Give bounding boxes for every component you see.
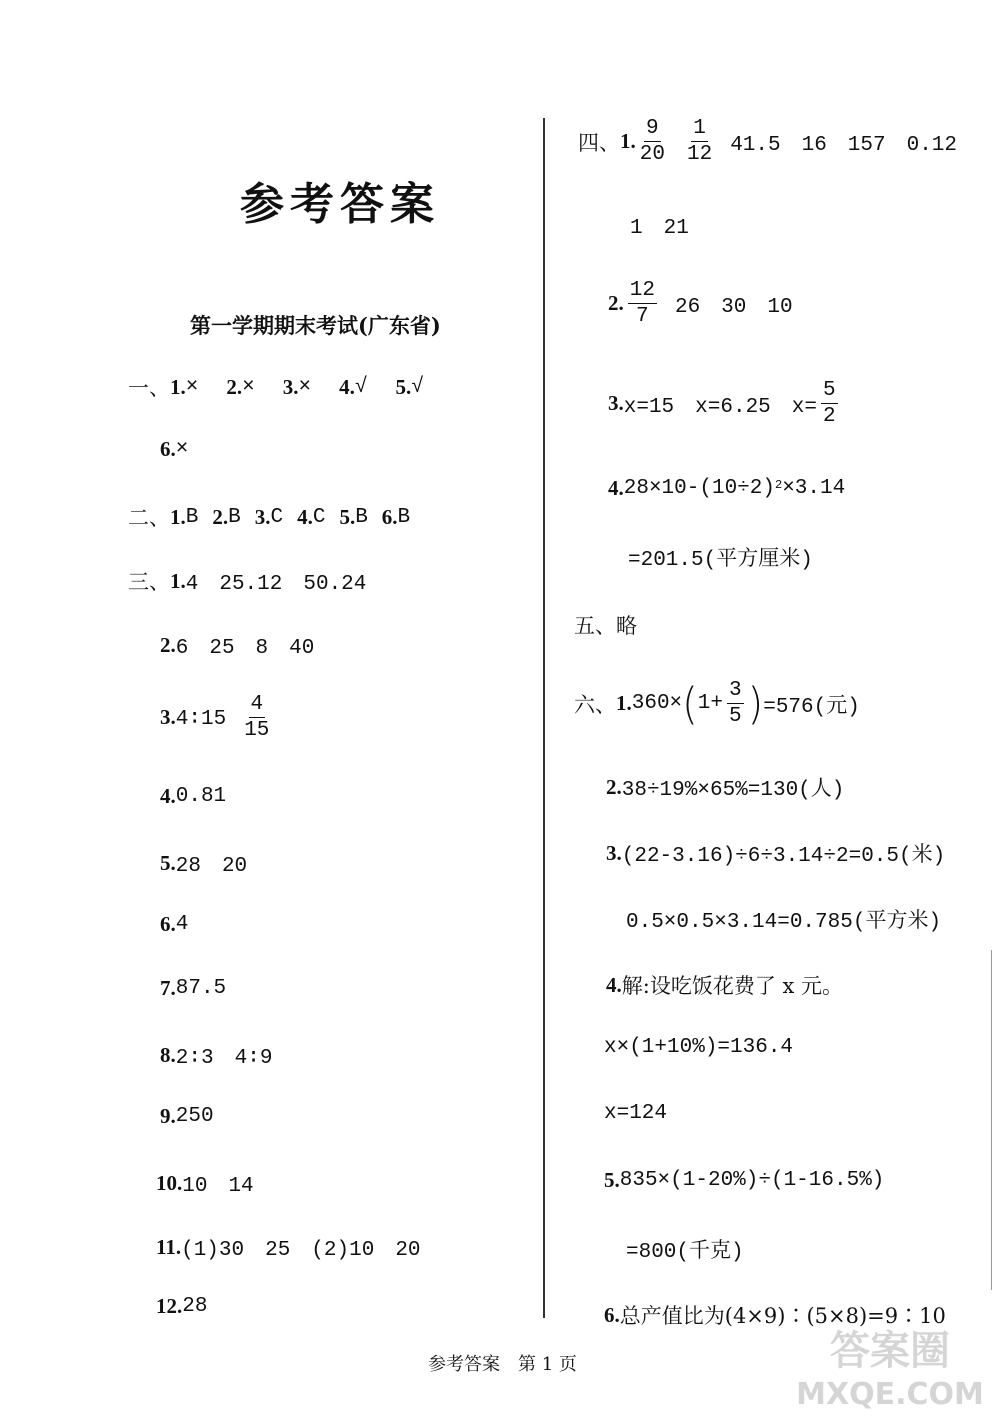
q-value: 28×10-(10÷2) bbox=[623, 477, 775, 500]
fraction bbox=[628, 280, 657, 327]
q-number: 4. bbox=[339, 374, 355, 399]
q-value: 4 bbox=[175, 913, 189, 936]
q-number: 2. bbox=[606, 774, 622, 799]
q-number: 5. bbox=[160, 850, 176, 875]
q-value: 10 14 bbox=[182, 1175, 254, 1198]
numerator: 1 bbox=[693, 117, 706, 140]
fraction bbox=[687, 118, 712, 165]
q-number: 11. bbox=[156, 1234, 182, 1259]
q-number: 12. bbox=[156, 1294, 183, 1318]
q-value: ×3.14 bbox=[782, 477, 846, 500]
answer-s2-row1 bbox=[128, 502, 410, 532]
q-number: 4. bbox=[608, 476, 624, 500]
q-value: x=124 bbox=[604, 1102, 668, 1125]
q-value: C bbox=[270, 505, 284, 529]
denominator: 2 bbox=[822, 405, 836, 428]
q-number: 3. bbox=[608, 391, 624, 415]
q-number: 5. bbox=[604, 1168, 620, 1192]
q-value: 解:设吃饭花费了 x 元。 bbox=[621, 974, 844, 998]
answer-s3-q1 bbox=[128, 566, 366, 596]
answer-s4-q2 bbox=[608, 280, 793, 327]
superscript: 2 bbox=[774, 477, 783, 492]
title: 参考答案 bbox=[240, 179, 440, 230]
answer-s3-q7 bbox=[160, 976, 226, 1001]
answer-s3-q4 bbox=[160, 784, 226, 809]
q-number: 5. bbox=[395, 374, 412, 399]
q-number: 3. bbox=[606, 840, 622, 865]
q-value: × bbox=[175, 438, 189, 461]
answer-s6-q3-cont bbox=[626, 904, 941, 934]
answer-s6-q1 bbox=[574, 680, 860, 727]
denominator: 15 bbox=[244, 719, 270, 742]
answer-s6-q4-cont1 bbox=[604, 1036, 793, 1059]
answer-s3-q10 bbox=[156, 1168, 254, 1198]
q-number: 6. bbox=[381, 504, 398, 529]
section-label: 五、略 bbox=[574, 614, 637, 638]
left-paren: ( bbox=[682, 678, 698, 729]
answer-s6-q4-cont2 bbox=[604, 1102, 667, 1125]
q-value: =201.5(平方厘米) bbox=[628, 549, 813, 572]
q-value: 38÷19%×65%=130(人) bbox=[621, 779, 845, 802]
q-number: 6. bbox=[160, 437, 176, 461]
q-number: 5. bbox=[339, 504, 356, 529]
answer-s6-q5-cont bbox=[626, 1234, 744, 1264]
answer-s4-q4-cont bbox=[628, 542, 813, 572]
q-number: 6. bbox=[160, 912, 176, 936]
q-number: 3. bbox=[282, 374, 299, 399]
q-number: 1. bbox=[620, 129, 636, 153]
right-paren: ) bbox=[747, 678, 764, 729]
answer-s3-q8 bbox=[160, 1040, 272, 1070]
column-divider bbox=[543, 118, 545, 1318]
q-number: 1. bbox=[170, 374, 186, 399]
q-value: × bbox=[242, 375, 255, 399]
q-value: B bbox=[397, 505, 411, 529]
answer-s3-q12 bbox=[156, 1294, 207, 1319]
section-label: 四、 bbox=[578, 130, 620, 155]
q-value: 总产值比为(4×9)∶(5×8)=9∶10 bbox=[619, 1304, 946, 1328]
answer-s5 bbox=[574, 610, 637, 640]
answer-s4-q4 bbox=[608, 476, 845, 501]
q-number: 8. bbox=[160, 1042, 176, 1067]
section-label: 三、 bbox=[128, 570, 170, 594]
watermark-logo bbox=[790, 1320, 990, 1412]
answer-s6-q2 bbox=[606, 772, 844, 802]
answer-s6-q3 bbox=[606, 838, 945, 868]
q-value: (1)30 25 (2)10 20 bbox=[181, 1239, 421, 1262]
answer-s3-q2 bbox=[160, 630, 314, 660]
page-footer: 参考答案 第 1 页 bbox=[428, 1354, 577, 1375]
section-label: 二、 bbox=[128, 506, 170, 530]
q-number: 4. bbox=[160, 784, 176, 808]
q-value: B bbox=[355, 505, 368, 529]
q-value: √ bbox=[354, 375, 368, 399]
numerator: 9 bbox=[646, 117, 659, 140]
q-value: 28 20 bbox=[175, 855, 248, 878]
answer-s4-q1-cont bbox=[630, 210, 689, 240]
q-number: 3. bbox=[254, 504, 271, 529]
q-number: 7. bbox=[160, 976, 176, 1000]
q-value: 4 25.12 50.24 bbox=[185, 573, 367, 596]
q-value: (22-3.16)÷6÷3.14÷2=0.5(米) bbox=[621, 845, 946, 868]
denominator: 20 bbox=[639, 143, 665, 166]
q-value: 0.81 bbox=[175, 785, 227, 808]
q-number: 2. bbox=[212, 504, 229, 529]
q-value: B bbox=[185, 505, 199, 529]
q-value: =576(元) bbox=[763, 695, 860, 719]
q-value: 87.5 bbox=[175, 977, 227, 1000]
q-number: 4. bbox=[297, 504, 313, 529]
q-value: 0.5×0.5×3.14=0.785(平方米) bbox=[626, 911, 942, 934]
answer-s1-row1 bbox=[128, 372, 424, 402]
q-value: × bbox=[298, 375, 312, 399]
q-value: 26 30 10 bbox=[674, 295, 793, 319]
fraction bbox=[821, 380, 838, 427]
q-number: 9. bbox=[160, 1104, 176, 1128]
answer-s3-q3 bbox=[160, 694, 273, 741]
numerator: 5 bbox=[822, 379, 836, 402]
numerator: 4 bbox=[250, 693, 264, 716]
q-number: 1. bbox=[616, 691, 632, 715]
answer-s6-q4 bbox=[606, 970, 843, 1000]
q-number: 2. bbox=[608, 291, 624, 315]
answer-s4-q3 bbox=[608, 380, 842, 427]
q-value: x×(1+10%)=136.4 bbox=[604, 1036, 794, 1059]
page-edge bbox=[991, 950, 1000, 1290]
fraction bbox=[727, 680, 744, 727]
q-number: 1. bbox=[170, 568, 186, 593]
q-number: 2. bbox=[226, 374, 243, 399]
q-value: 4∶15 bbox=[175, 707, 227, 731]
q-value: × bbox=[185, 375, 199, 399]
denominator: 5 bbox=[729, 705, 742, 728]
watermark-line2: MXQE.COM bbox=[796, 1377, 984, 1412]
denominator: 12 bbox=[686, 143, 713, 166]
q-number: 2. bbox=[160, 632, 176, 657]
q-number: 4. bbox=[606, 972, 622, 997]
q-number: 6. bbox=[604, 1302, 620, 1327]
q-value: =800(千克) bbox=[626, 1241, 744, 1264]
q-value: 28 bbox=[182, 1295, 208, 1318]
q-value: √ bbox=[411, 375, 424, 399]
q-value: B bbox=[228, 505, 241, 529]
q-value: 835×(1-20%)÷(1-16.5%) bbox=[619, 1169, 885, 1192]
q-number: 1. bbox=[170, 504, 186, 529]
answer-s4-q1 bbox=[578, 118, 957, 165]
subtitle: 第一学期期末考试(广东省) bbox=[190, 313, 441, 338]
q-value: 360× bbox=[631, 692, 683, 715]
answer-s3-q11 bbox=[156, 1232, 421, 1262]
q-value: 1+ bbox=[697, 692, 723, 715]
answer-s1-row2 bbox=[160, 437, 188, 462]
numerator: 12 bbox=[629, 279, 655, 302]
answer-s3-q6 bbox=[160, 912, 188, 937]
section-label: 一、 bbox=[128, 376, 170, 400]
q-value: 41.5 16 157 0.12 bbox=[730, 133, 958, 157]
q-value: C bbox=[312, 505, 326, 529]
q-value: 6 25 8 40 bbox=[175, 637, 315, 660]
q-value: 2∶3 4∶9 bbox=[175, 1047, 273, 1070]
numerator: 3 bbox=[729, 679, 742, 702]
watermark-line1: 答案圈 bbox=[830, 1328, 950, 1374]
q-number: 3. bbox=[160, 705, 176, 729]
answer-s3-q9 bbox=[160, 1104, 214, 1129]
fraction bbox=[640, 118, 665, 165]
answer-s3-q5 bbox=[160, 848, 247, 878]
q-number: 10. bbox=[156, 1170, 183, 1195]
q-value: x=15 x=6.25 x= bbox=[623, 395, 817, 419]
denominator: 7 bbox=[636, 305, 649, 328]
answer-s6-q5 bbox=[604, 1168, 884, 1193]
section-label: 六、 bbox=[574, 692, 616, 717]
q-value: 1 21 bbox=[630, 217, 689, 240]
q-value: 250 bbox=[175, 1105, 214, 1128]
fraction bbox=[244, 694, 269, 741]
